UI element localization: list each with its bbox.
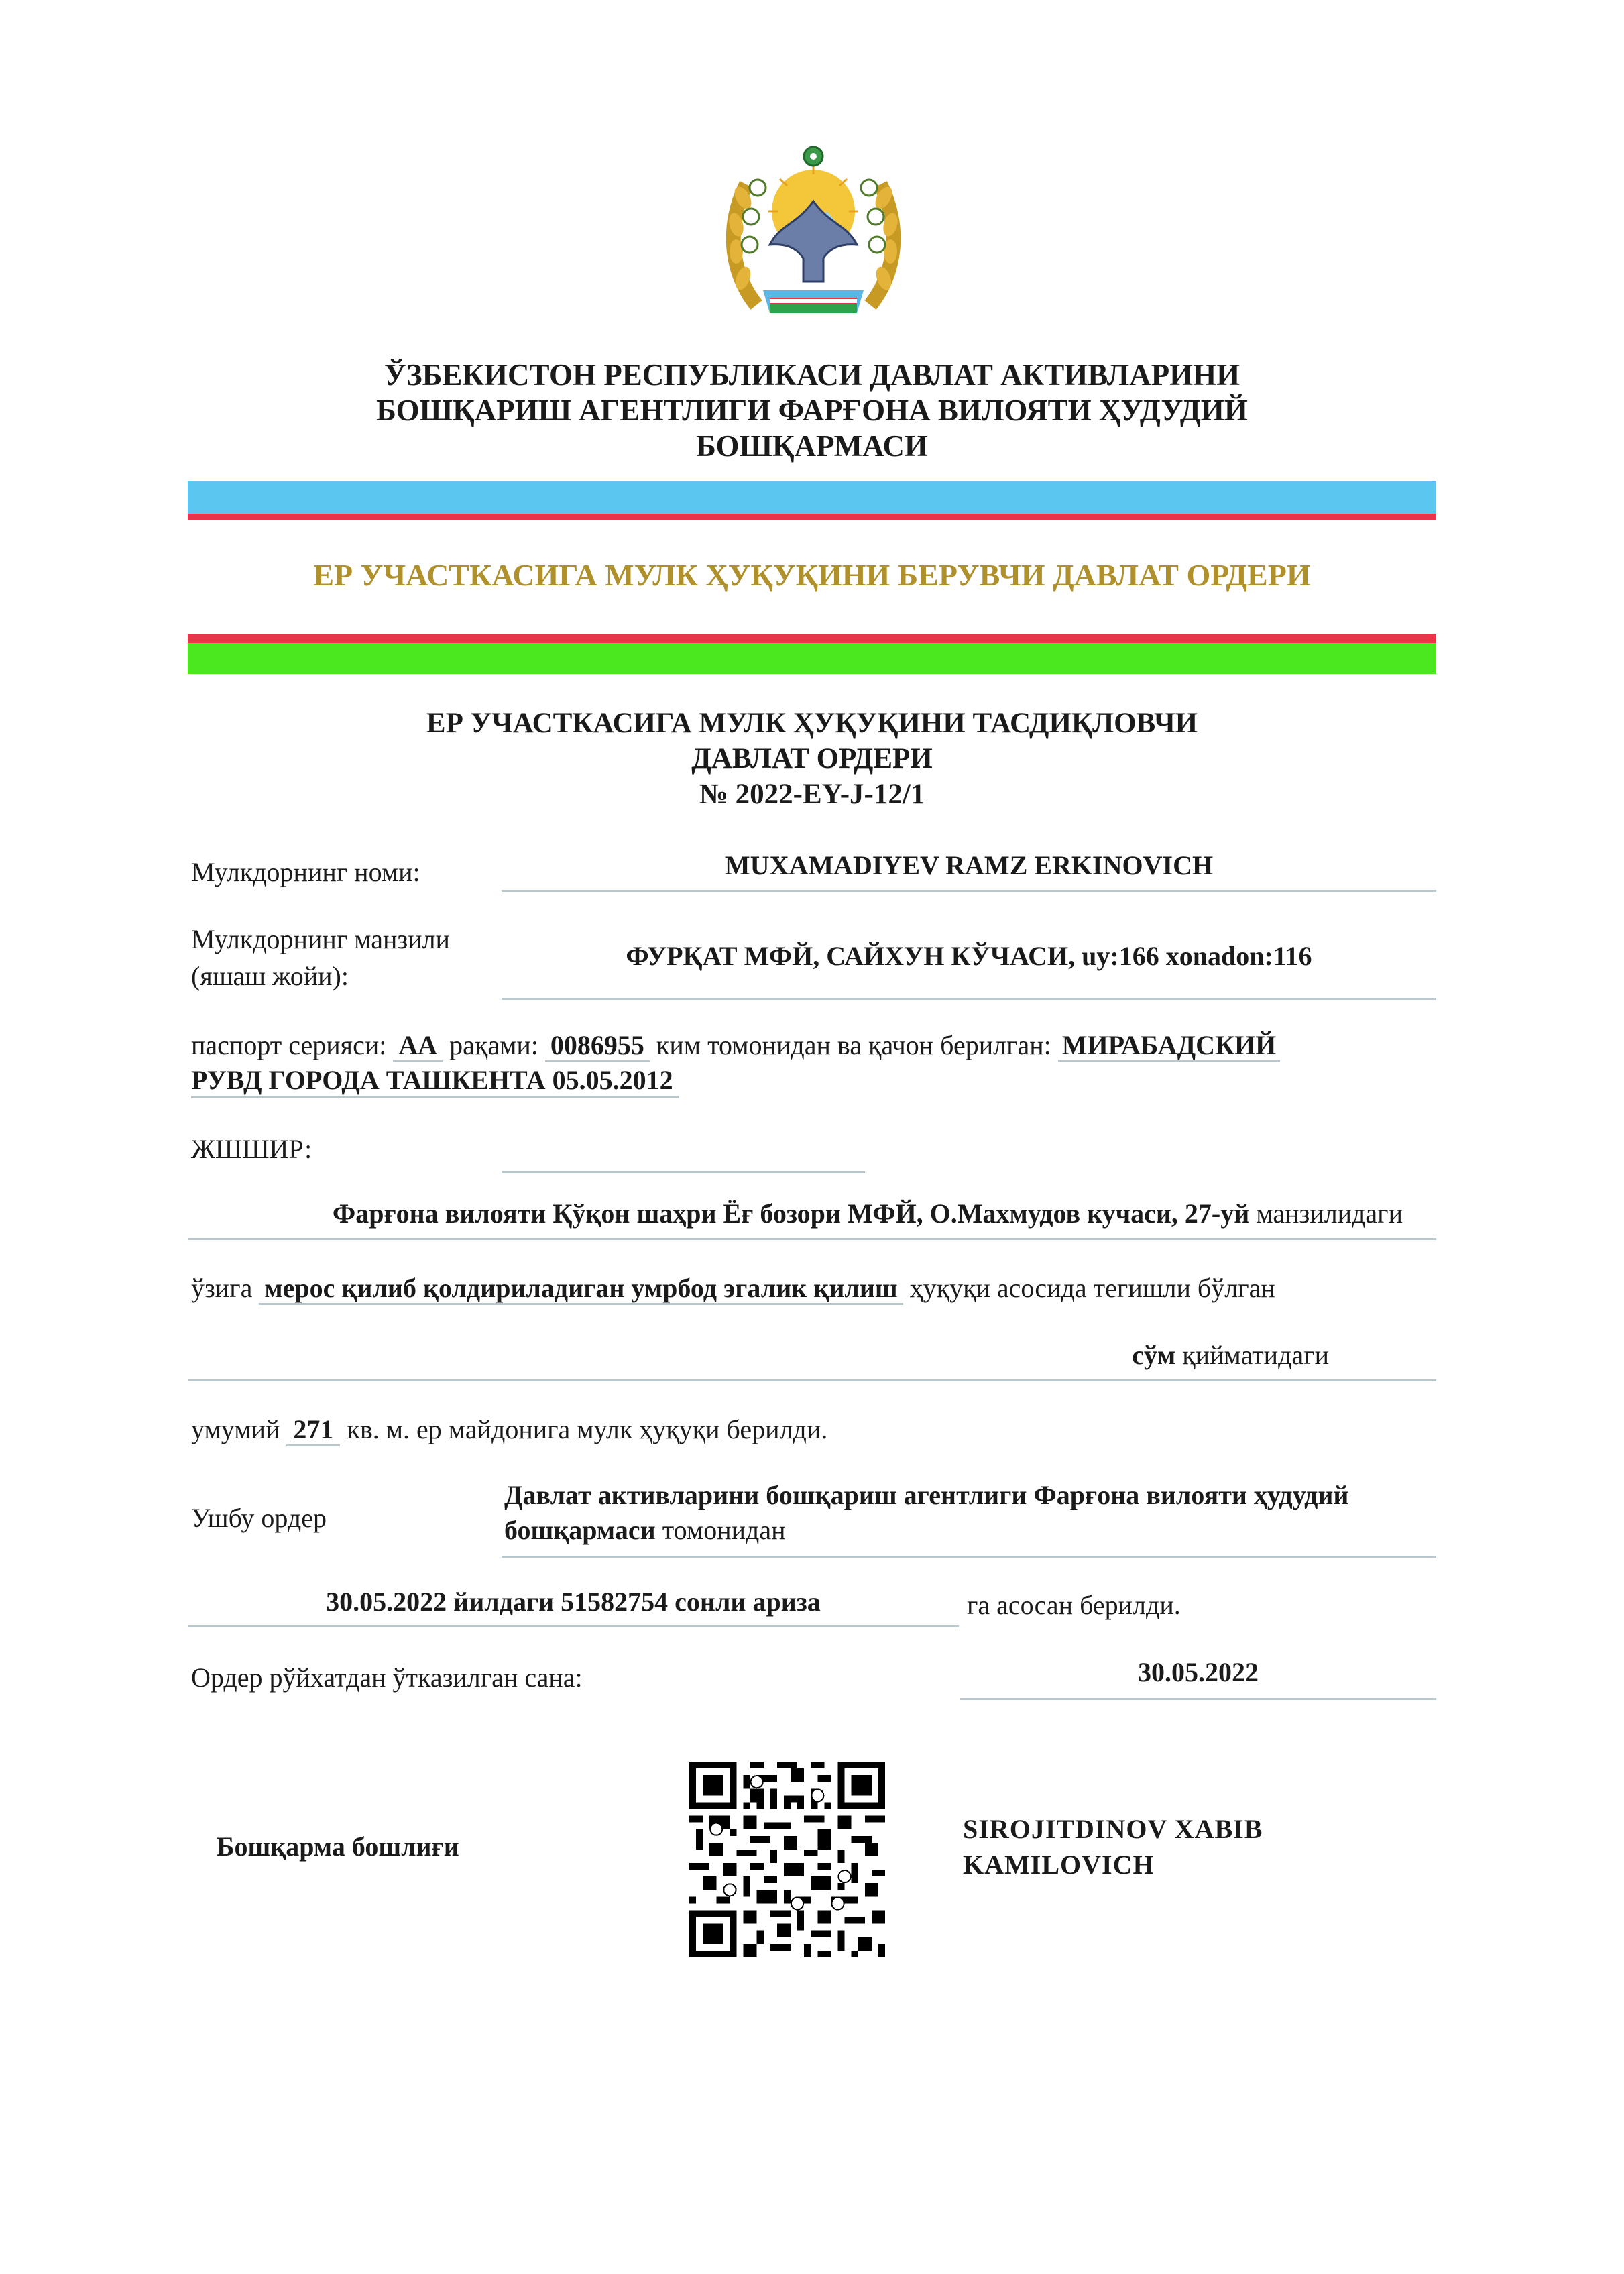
area-line (191, 1414, 827, 1445)
order-title-line-1: ЕР УЧАСТКАСИГА МУЛК ҲУҚУҚИНИ ТАСДИҚЛОВЧИ (426, 707, 1198, 739)
state-emblem (716, 137, 911, 332)
flag-band-red-top (188, 514, 1436, 520)
value-field (188, 1339, 1436, 1381)
location-address: Фарғона вилояти Қўқон шаҳри Ёғ бозори МФЙ, О.Махмудов кучаси, 27-уй (332, 1198, 1250, 1229)
basis-suffix: га асосан берилди. (967, 1590, 1181, 1620)
agency-title-line-3: БОШҚАРМАСИ (696, 429, 928, 463)
passport-number-label: рақами: (449, 1030, 538, 1060)
location-field (188, 1198, 1436, 1240)
area-suffix: кв. м. ер майдонига мулк ҳуқуқи берилди. (347, 1414, 828, 1444)
owner-name-label: Мулкдорнинг номи: (191, 857, 420, 887)
passport-issued-by-1: МИРАБАДСКИЙ (1058, 1030, 1281, 1062)
signatory-name-2: KAMILOVICH (963, 1850, 1155, 1880)
value-suffix: қийматидаги (1182, 1340, 1329, 1370)
owner-name: MUXAMADIYEV RAMZ ERKINOVICH (724, 850, 1214, 880)
jshshir-label: ЖШШИР: (191, 1134, 312, 1164)
passport-issued-by-2: РУВД ГОРОДА ТАШКЕНТА 05.05.2012 (191, 1064, 679, 1098)
owner-address-label-1: Мулкдорнинг манзили (191, 924, 450, 954)
issuer-field (502, 1514, 1436, 1558)
issuer-line-2-rest: томонидан (662, 1515, 786, 1545)
registration-date-field (960, 1656, 1436, 1700)
order-number: № 2022-EY-J-12/1 (699, 779, 925, 810)
passport-series-label: паспорт серияси: (191, 1030, 387, 1060)
order-title-line-2: ДАВЛАТ ОРДЕРИ (691, 743, 933, 775)
passport-issued-label: ким томонидан ва қачон берилган: (656, 1030, 1051, 1060)
banner-title: ЕР УЧАСТКАСИГА МУЛК ҲУҚУҚИНИ БЕРУВЧИ ДАВЛАТ ОРДЕРИ (313, 558, 1311, 592)
location-suffix: манзилидаги (1256, 1198, 1403, 1229)
rights-line (191, 1272, 1275, 1304)
rights-prefix: ўзига (191, 1273, 253, 1303)
agency-title-line-1: ЎЗБЕКИСТОН РЕСПУБЛИКАСИ ДАВЛАТ АКТИВЛАРИНИ (384, 358, 1240, 392)
owner-name-field (502, 850, 1436, 892)
issuer-line-1: Давлат активларини бошқариш агентлиги Фарғона вилояти ҳудудий (504, 1480, 1349, 1510)
rights-type: мерос қилиб қолдириладиган умрбод эгалик қилиш (259, 1273, 903, 1305)
flag-band-blue (188, 481, 1436, 514)
area-value: 271 (286, 1414, 340, 1446)
basis-field (188, 1586, 959, 1627)
area-prefix: умумий (191, 1414, 280, 1444)
qr-code[interactable] (689, 1762, 885, 1957)
value-currency: сўм (1132, 1340, 1176, 1370)
issuer-line-2-bold: бошқармаси (504, 1515, 656, 1545)
registration-label: Ордер рўйхатдан ўтказилган сана: (191, 1662, 583, 1693)
registration-date: 30.05.2022 (1138, 1657, 1259, 1687)
owner-address-field (502, 940, 1436, 1000)
owner-address-label-2: (яшаш жойи): (191, 961, 349, 991)
issuer-label: Ушбу ордер (191, 1503, 327, 1533)
signature-title: Бошқарма бошлиғи (217, 1831, 459, 1862)
owner-address-main: ФУРҚАТ МФЙ, САЙХУН КЎЧАСИ, (626, 941, 1076, 971)
basis-text: 30.05.2022 йилдаги 51582754 сонли ариза (326, 1587, 821, 1617)
rights-suffix: ҳуқуқи асосида тегишли бўлган (909, 1273, 1275, 1303)
passport-series: АА (393, 1030, 443, 1062)
jshshir-field (502, 1140, 865, 1173)
passport-line (191, 1029, 1280, 1061)
passport-number: 0086955 (545, 1030, 650, 1062)
flag-band-green (188, 643, 1436, 674)
signatory-name-1: SIROJITDINOV XABIB (963, 1814, 1263, 1844)
flag-band-red-bottom (188, 634, 1436, 643)
owner-address-rest: uy:166 xonadon:116 (1082, 941, 1312, 971)
agency-title-line-2: БОШҚАРИШ АГЕНТЛИГИ ФАРҒОНА ВИЛОЯТИ ҲУДУДИЙ (376, 394, 1248, 427)
